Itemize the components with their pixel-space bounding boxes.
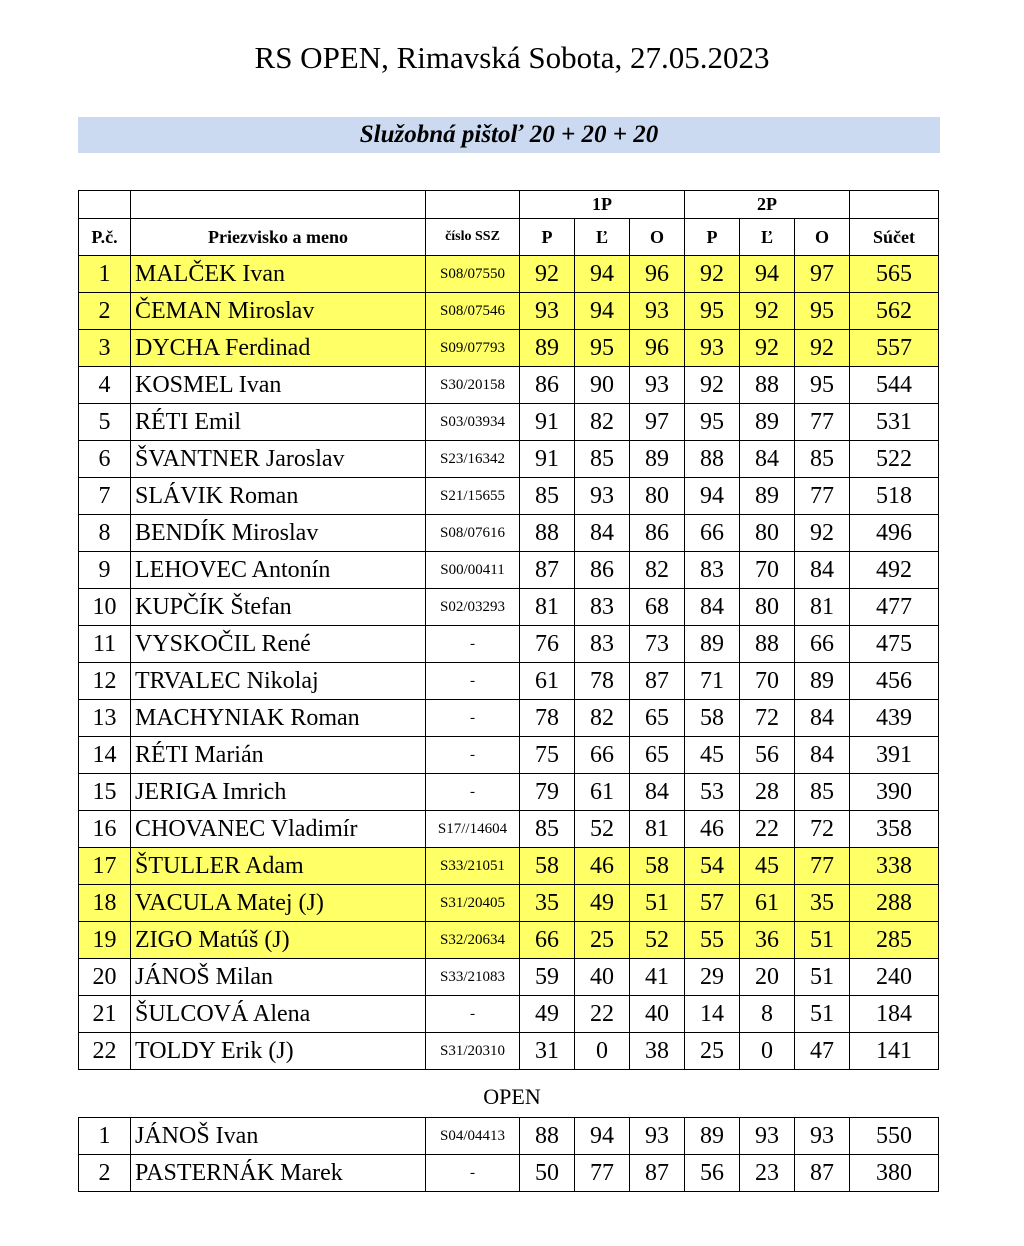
table-row [79,885,939,922]
shooter-name: CHOVANEC Vladimír [131,811,426,848]
score-2p-p: 89 [685,1118,740,1155]
score-1p-p: 49 [520,996,575,1033]
rank-cell: 19 [79,922,131,959]
score-2p-o: 77 [795,478,850,515]
score-1p-p: 86 [520,367,575,404]
score-1p-l: 84 [575,515,630,552]
ssz-number: S23/16342 [426,441,520,478]
score-1p-p: 88 [520,515,575,552]
score-1p-l: 90 [575,367,630,404]
score-2p-o: 47 [795,1033,850,1070]
header-group-1p: 1P [520,191,685,219]
score-1p-l: 94 [575,1118,630,1155]
table-row [79,774,939,811]
score-2p-o: 77 [795,848,850,885]
score-2p-l: 89 [740,478,795,515]
score-2p-l: 93 [740,1118,795,1155]
rank-cell: 1 [79,256,131,293]
score-1p-l: 83 [575,589,630,626]
score-1p-l: 77 [575,1155,630,1192]
score-2p-o: 92 [795,330,850,367]
score-1p-p: 50 [520,1155,575,1192]
rank-cell: 2 [79,1155,131,1192]
score-1p-o: 38 [630,1033,685,1070]
shooter-name: SLÁVIK Roman [131,478,426,515]
rank-cell: 10 [79,589,131,626]
score-2p-l: 22 [740,811,795,848]
score-2p-p: 56 [685,1155,740,1192]
score-2p-o: 87 [795,1155,850,1192]
rank-cell: 15 [79,774,131,811]
score-1p-l: 40 [575,959,630,996]
score-2p-p: 89 [685,626,740,663]
score-1p-o: 86 [630,515,685,552]
score-2p-o: 51 [795,922,850,959]
shooter-name: KUPČÍK Štefan [131,589,426,626]
score-1p-o: 65 [630,737,685,774]
score-1p-p: 75 [520,737,575,774]
header-o-2p: O [795,219,850,256]
total-score: 358 [850,811,939,848]
table-row [79,478,939,515]
score-1p-p: 89 [520,330,575,367]
table-row [79,959,939,996]
shooter-name: TOLDY Erik (J) [131,1033,426,1070]
score-1p-l: 83 [575,626,630,663]
score-1p-p: 31 [520,1033,575,1070]
score-2p-p: 71 [685,663,740,700]
header-total: Súčet [850,219,939,256]
score-1p-p: 88 [520,1118,575,1155]
score-2p-l: 88 [740,626,795,663]
results-body [79,256,939,1070]
table-row [79,330,939,367]
score-1p-l: 95 [575,330,630,367]
score-2p-l: 84 [740,441,795,478]
shooter-name: ŠULCOVÁ Alena [131,996,426,1033]
rank-cell: 1 [79,1118,131,1155]
score-2p-l: 88 [740,367,795,404]
ssz-number: - [426,774,520,811]
score-1p-o: 82 [630,552,685,589]
rank-cell: 20 [79,959,131,996]
score-2p-p: 46 [685,811,740,848]
open-section-label: OPEN [483,1084,541,1109]
score-1p-o: 96 [630,256,685,293]
total-score: 557 [850,330,939,367]
score-2p-l: 92 [740,293,795,330]
total-score: 240 [850,959,939,996]
score-1p-p: 76 [520,626,575,663]
score-2p-o: 85 [795,774,850,811]
results-table [78,190,939,1070]
table-row [79,1033,939,1070]
ssz-number: S32/20634 [426,922,520,959]
ssz-number: S17//14604 [426,811,520,848]
score-2p-l: 28 [740,774,795,811]
ssz-number: S08/07550 [426,256,520,293]
score-1p-l: 52 [575,811,630,848]
shooter-name: PASTERNÁK Marek [131,1155,426,1192]
score-1p-o: 93 [630,367,685,404]
rank-cell: 11 [79,626,131,663]
score-2p-l: 0 [740,1033,795,1070]
shooter-name: ŠTULLER Adam [131,848,426,885]
rank-cell: 13 [79,700,131,737]
ssz-number: - [426,996,520,1033]
table-row [79,441,939,478]
rank-cell: 16 [79,811,131,848]
score-2p-l: 80 [740,515,795,552]
score-2p-p: 84 [685,589,740,626]
table-row [79,848,939,885]
rank-cell: 6 [79,441,131,478]
score-2p-l: 89 [740,404,795,441]
total-score: 531 [850,404,939,441]
shooter-name: MALČEK Ivan [131,256,426,293]
score-1p-o: 51 [630,885,685,922]
rank-cell: 7 [79,478,131,515]
score-1p-o: 93 [630,1118,685,1155]
score-2p-p: 88 [685,441,740,478]
ssz-number: - [426,626,520,663]
score-2p-o: 81 [795,589,850,626]
table-row [79,737,939,774]
shooter-name: VYSKOČIL René [131,626,426,663]
score-1p-o: 68 [630,589,685,626]
discipline-banner: Služobná pištoľ 20 + 20 + 20 [78,117,940,153]
score-2p-l: 45 [740,848,795,885]
score-1p-l: 78 [575,663,630,700]
ssz-number: S30/20158 [426,367,520,404]
score-1p-o: 65 [630,700,685,737]
total-score: 544 [850,367,939,404]
score-2p-o: 72 [795,811,850,848]
total-score: 380 [850,1155,939,1192]
header-l-2p: Ľ [740,219,795,256]
rank-cell: 8 [79,515,131,552]
header-name: Priezvisko a meno [131,219,426,256]
score-2p-o: 85 [795,441,850,478]
score-1p-l: 46 [575,848,630,885]
ssz-number: S03/03934 [426,404,520,441]
table-row [79,996,939,1033]
table-row [79,256,939,293]
shooter-name: ČEMAN Miroslav [131,293,426,330]
score-2p-o: 95 [795,293,850,330]
score-2p-l: 61 [740,885,795,922]
shooter-name: RÉTI Marián [131,737,426,774]
table-row [79,626,939,663]
score-1p-p: 78 [520,700,575,737]
shooter-name: LEHOVEC Antonín [131,552,426,589]
score-1p-l: 94 [575,256,630,293]
table-row [79,922,939,959]
header-blank [850,191,939,219]
total-score: 496 [850,515,939,552]
shooter-name: ŠVANTNER Jaroslav [131,441,426,478]
score-2p-p: 29 [685,959,740,996]
ssz-number: S00/00411 [426,552,520,589]
score-1p-o: 52 [630,922,685,959]
shooter-name: JÁNOŠ Ivan [131,1118,426,1155]
score-2p-o: 95 [795,367,850,404]
score-2p-p: 95 [685,293,740,330]
score-1p-l: 49 [575,885,630,922]
score-1p-p: 87 [520,552,575,589]
score-2p-o: 92 [795,515,850,552]
score-1p-p: 92 [520,256,575,293]
shooter-name: BENDÍK Miroslav [131,515,426,552]
score-1p-p: 91 [520,404,575,441]
score-1p-o: 40 [630,996,685,1033]
header-p-1p: P [520,219,575,256]
score-2p-l: 70 [740,552,795,589]
table-row [79,663,939,700]
open-results-body [79,1118,939,1192]
shooter-name: RÉTI Emil [131,404,426,441]
score-1p-o: 93 [630,293,685,330]
score-2p-p: 55 [685,922,740,959]
rank-cell: 14 [79,737,131,774]
score-1p-l: 94 [575,293,630,330]
table-row [79,404,939,441]
table-row [79,367,939,404]
score-1p-p: 79 [520,774,575,811]
ssz-number: S31/20310 [426,1033,520,1070]
score-2p-p: 14 [685,996,740,1033]
score-1p-l: 0 [575,1033,630,1070]
shooter-name: JÁNOŠ Milan [131,959,426,996]
total-score: 288 [850,885,939,922]
score-2p-o: 84 [795,700,850,737]
score-1p-l: 25 [575,922,630,959]
header-ssz: číslo SSZ [426,219,520,256]
ssz-number: S02/03293 [426,589,520,626]
shooter-name: JERIGA Imrich [131,774,426,811]
shooter-name: ZIGO Matúš (J) [131,922,426,959]
total-score: 518 [850,478,939,515]
table-row [79,515,939,552]
rank-cell: 22 [79,1033,131,1070]
rank-cell: 2 [79,293,131,330]
score-1p-l: 93 [575,478,630,515]
ssz-number: S08/07616 [426,515,520,552]
table-row [79,700,939,737]
score-2p-o: 51 [795,996,850,1033]
score-2p-l: 94 [740,256,795,293]
score-2p-o: 77 [795,404,850,441]
score-2p-o: 84 [795,552,850,589]
header-l-1p: Ľ [575,219,630,256]
open-results-table [78,1117,939,1192]
ssz-number: S31/20405 [426,885,520,922]
score-2p-l: 36 [740,922,795,959]
rank-cell: 18 [79,885,131,922]
score-1p-o: 87 [630,663,685,700]
score-1p-p: 66 [520,922,575,959]
rank-cell: 4 [79,367,131,404]
score-1p-p: 35 [520,885,575,922]
total-score: 184 [850,996,939,1033]
score-1p-l: 66 [575,737,630,774]
score-2p-o: 97 [795,256,850,293]
ssz-number: S33/21051 [426,848,520,885]
score-2p-p: 94 [685,478,740,515]
shooter-name: VACULA Matej (J) [131,885,426,922]
table-row [79,589,939,626]
header-row-columns [79,219,939,256]
header-o-1p: O [630,219,685,256]
ssz-number: S21/15655 [426,478,520,515]
header-rank: P.č. [79,219,131,256]
score-2p-o: 84 [795,737,850,774]
shooter-name: MACHYNIAK Roman [131,700,426,737]
score-2p-p: 92 [685,367,740,404]
rank-cell: 3 [79,330,131,367]
shooter-name: TRVALEC Nikolaj [131,663,426,700]
table-row [79,1155,939,1192]
score-1p-o: 97 [630,404,685,441]
score-2p-l: 72 [740,700,795,737]
score-2p-o: 35 [795,885,850,922]
header-p-2p: P [685,219,740,256]
score-1p-p: 61 [520,663,575,700]
rank-cell: 17 [79,848,131,885]
score-2p-p: 54 [685,848,740,885]
header-group-2p: 2P [685,191,850,219]
table-row [79,1118,939,1155]
ssz-number: S04/04413 [426,1118,520,1155]
total-score: 391 [850,737,939,774]
score-1p-l: 82 [575,404,630,441]
ssz-number: - [426,737,520,774]
total-score: 285 [850,922,939,959]
score-1p-o: 73 [630,626,685,663]
score-2p-p: 58 [685,700,740,737]
ssz-number: - [426,663,520,700]
header-blank [426,191,520,219]
header-blank [79,191,131,219]
score-1p-p: 85 [520,811,575,848]
rank-cell: 21 [79,996,131,1033]
total-score: 550 [850,1118,939,1155]
table-row [79,293,939,330]
score-2p-p: 92 [685,256,740,293]
score-1p-l: 61 [575,774,630,811]
score-2p-p: 66 [685,515,740,552]
score-2p-p: 25 [685,1033,740,1070]
score-2p-l: 20 [740,959,795,996]
score-1p-p: 59 [520,959,575,996]
ssz-number: S09/07793 [426,330,520,367]
score-1p-o: 58 [630,848,685,885]
total-score: 477 [850,589,939,626]
score-1p-l: 85 [575,441,630,478]
ssz-number: - [426,1155,520,1192]
score-2p-p: 95 [685,404,740,441]
score-1p-o: 41 [630,959,685,996]
total-score: 338 [850,848,939,885]
score-1p-l: 82 [575,700,630,737]
score-2p-l: 8 [740,996,795,1033]
score-1p-o: 80 [630,478,685,515]
score-2p-l: 56 [740,737,795,774]
score-2p-o: 66 [795,626,850,663]
total-score: 439 [850,700,939,737]
score-2p-p: 93 [685,330,740,367]
total-score: 390 [850,774,939,811]
score-1p-p: 93 [520,293,575,330]
score-1p-l: 86 [575,552,630,589]
score-2p-o: 89 [795,663,850,700]
score-1p-o: 84 [630,774,685,811]
score-1p-p: 91 [520,441,575,478]
score-2p-l: 92 [740,330,795,367]
table-row [79,552,939,589]
score-1p-o: 96 [630,330,685,367]
total-score: 492 [850,552,939,589]
ssz-number: S33/21083 [426,959,520,996]
score-1p-p: 58 [520,848,575,885]
rank-cell: 12 [79,663,131,700]
score-2p-l: 80 [740,589,795,626]
shooter-name: KOSMEL Ivan [131,367,426,404]
score-2p-p: 83 [685,552,740,589]
score-1p-o: 87 [630,1155,685,1192]
score-1p-l: 22 [575,996,630,1033]
shooter-name: DYCHA Ferdinad [131,330,426,367]
score-2p-p: 45 [685,737,740,774]
score-1p-p: 85 [520,478,575,515]
table-row [79,811,939,848]
total-score: 565 [850,256,939,293]
ssz-number: - [426,700,520,737]
total-score: 475 [850,626,939,663]
total-score: 522 [850,441,939,478]
score-2p-o: 51 [795,959,850,996]
ssz-number: S08/07546 [426,293,520,330]
score-1p-p: 81 [520,589,575,626]
total-score: 141 [850,1033,939,1070]
total-score: 456 [850,663,939,700]
score-1p-o: 81 [630,811,685,848]
score-1p-o: 89 [630,441,685,478]
score-2p-l: 70 [740,663,795,700]
score-2p-l: 23 [740,1155,795,1192]
total-score: 562 [850,293,939,330]
document-title: RS OPEN, Rimavská Sobota, 27.05.2023 [254,40,770,75]
rank-cell: 5 [79,404,131,441]
rank-cell: 9 [79,552,131,589]
header-row-groups [79,191,939,219]
score-2p-p: 57 [685,885,740,922]
score-2p-o: 93 [795,1118,850,1155]
header-blank [131,191,426,219]
score-2p-p: 53 [685,774,740,811]
